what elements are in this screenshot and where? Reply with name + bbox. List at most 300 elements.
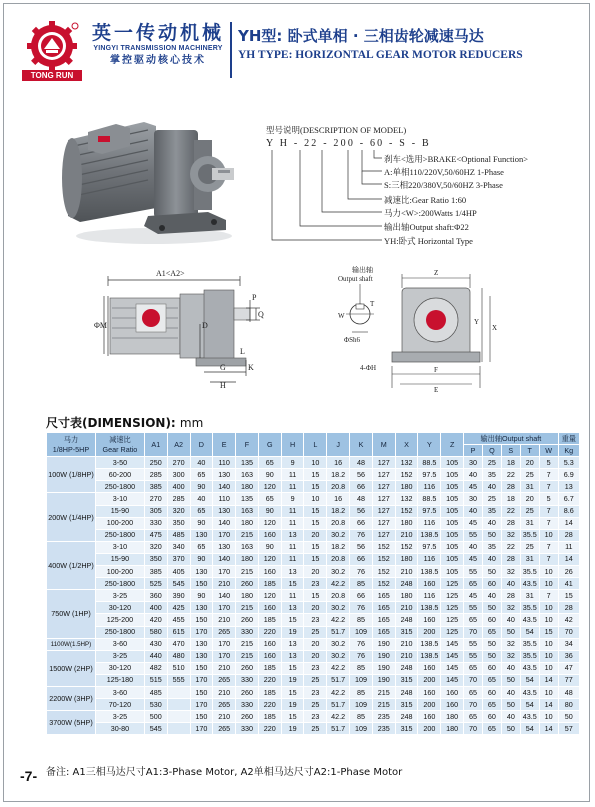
value-cell: 57 [558,723,579,735]
value-cell: 28 [501,517,520,529]
value-cell: 15 [281,686,304,698]
value-cell: 32 [501,566,520,578]
value-cell: 109 [350,723,373,735]
value-cell: 305 [144,505,167,517]
value-cell: 165 [372,614,395,626]
ratio-cell: 3-10 [95,493,144,505]
value-cell: 65 [190,505,213,517]
value-cell: 248 [395,614,418,626]
label-output-shaft-cn: 输出轴 [352,266,373,274]
value-cell: 13 [281,529,304,541]
value-cell: 130 [190,650,213,662]
value-cell: 50 [482,638,501,650]
table-row [47,662,580,674]
value-cell: 55 [464,650,483,662]
value-cell: 42.2 [327,578,350,590]
value-cell: 185 [258,711,281,723]
value-cell: 20.8 [327,553,350,565]
footnote: 备注: A1三相马达尺寸A1:3-Phase Motor, A2单相马达尺寸A2:1-Phase Motor [46,767,403,778]
ratio-cell: 3-25 [95,590,144,602]
page-header [8,18,588,86]
value-cell: 7 [539,541,558,553]
value-cell: 18.2 [327,541,350,553]
value-cell: 105 [441,505,464,517]
label-t: T [370,300,375,308]
label-z: Z [434,269,439,277]
value-cell: 210 [213,686,236,698]
value-cell: 160 [418,686,441,698]
value-cell: 34 [558,638,579,650]
value-cell: 180 [395,481,418,493]
value-cell: 7 [539,590,558,602]
value-cell: 36 [558,650,579,662]
value-cell: 28 [558,602,579,614]
ratio-cell: 3-50 [95,457,144,469]
legend-single-phase: A:单相110/220V,50/60HZ 1-Phase [384,167,504,177]
value-cell: 76 [350,638,373,650]
dimension-unit: mm [179,416,204,430]
value-cell: 76 [350,602,373,614]
value-cell: 285 [144,469,167,481]
ratio-cell: 125-180 [95,674,144,686]
value-cell: 160 [441,686,464,698]
value-cell: 150 [190,578,213,590]
value-cell: 65 [258,457,281,469]
value-cell: 19 [281,626,304,638]
value-cell: 70 [558,626,579,638]
value-cell: 160 [418,578,441,590]
value-cell: 42.2 [327,662,350,674]
value-cell: 48 [350,457,373,469]
value-cell: 30 [464,457,483,469]
ratio-cell: 3-60 [95,686,144,698]
value-cell: 10 [304,493,327,505]
value-cell: 185 [258,662,281,674]
ratio-cell: 100-200 [95,566,144,578]
header-s: S [501,445,520,457]
value-cell: 10 [539,566,558,578]
value-cell: 440 [144,650,167,662]
value-cell: 180 [395,590,418,602]
value-cell: 45 [464,590,483,602]
value-cell: 9 [281,493,304,505]
value-cell: 32 [501,529,520,541]
value-cell: 580 [144,626,167,638]
value-cell: 127 [372,505,395,517]
value-cell: 320 [144,541,167,553]
value-cell: 60 [482,578,501,590]
value-cell: 105 [441,566,464,578]
side-view-drawing [94,264,270,390]
value-cell: 180 [441,723,464,735]
value-cell: 30.2 [327,529,350,541]
value-cell: 480 [167,650,190,662]
header-t: T [520,445,539,457]
table-row [47,493,580,505]
value-cell: 54 [520,626,539,638]
value-cell: 65 [482,626,501,638]
value-cell: 105 [441,541,464,553]
value-cell: 90 [258,469,281,481]
value-cell: 54 [520,674,539,686]
value-cell: 315 [395,699,418,711]
value-cell: 180 [395,553,418,565]
value-cell: 200 [418,723,441,735]
value-cell: 70 [464,626,483,638]
value-cell: 20 [520,457,539,469]
power-cell: 400W (1/2HP) [47,541,96,589]
ratio-cell: 250-1800 [95,481,144,493]
value-cell: 145 [441,638,464,650]
label-g: G [220,363,226,372]
value-cell: 160 [258,638,281,650]
value-cell: 11 [281,481,304,493]
value-cell: 65 [190,541,213,553]
value-cell: 65 [190,469,213,481]
gear-motor-photo [58,112,236,250]
header-output-shaft: 输出轴Output shaft [464,433,559,445]
value-cell: 18.2 [327,469,350,481]
value-cell: 127 [372,469,395,481]
value-cell: 55 [464,638,483,650]
value-cell: 260 [236,711,259,723]
value-cell: 163 [236,505,259,517]
value-cell: 120 [258,553,281,565]
power-cell: 1100W(1.5HP) [47,638,96,650]
value-cell: 50 [501,699,520,711]
value-cell: 50 [482,650,501,662]
value-cell: 125 [441,578,464,590]
label-f: F [434,366,438,374]
header-y: Y [418,433,441,457]
value-cell [167,686,190,698]
label-a1-a2: A1<A2> [156,269,185,278]
value-cell: 97.5 [418,469,441,481]
table-row [47,481,580,493]
value-cell: 54 [520,699,539,711]
brand-block [88,22,228,68]
value-cell: 170 [190,674,213,686]
gear-logo-icon [22,20,82,72]
value-cell: 138.5 [418,638,441,650]
value-cell [167,711,190,723]
header-e: E [213,433,236,457]
value-cell: 180 [236,481,259,493]
value-cell: 55 [464,529,483,541]
value-cell: 170 [213,566,236,578]
header-p: P [464,445,483,457]
label-k: K [248,363,254,372]
value-cell: 11 [558,541,579,553]
value-cell: 28 [501,481,520,493]
dimension-title [46,414,203,431]
value-cell: 420 [144,614,167,626]
value-cell: 385 [144,481,167,493]
value-cell: 9 [281,457,304,469]
value-cell: 55 [464,566,483,578]
value-cell: 105 [441,457,464,469]
value-cell: 215 [236,650,259,662]
value-cell: 132 [395,457,418,469]
value-cell: 25 [520,541,539,553]
value-cell: 65 [464,686,483,698]
value-cell: 60 [482,711,501,723]
label-y: Y [474,318,480,326]
value-cell: 15 [281,662,304,674]
label-shaft-dia: ΦSh6 [344,336,361,344]
value-cell: 60 [482,614,501,626]
value-cell: 48 [350,493,373,505]
value-cell: 220 [258,626,281,638]
value-cell: 180 [236,590,259,602]
value-cell: 160 [258,529,281,541]
value-cell: 220 [258,723,281,735]
table-row [47,553,580,565]
table-row [47,566,580,578]
legend-gear-ratio: 减速比:Gear Ratio 1:60 [384,195,467,205]
value-cell: 76 [350,566,373,578]
label-p: P [252,293,257,302]
value-cell: 85 [350,711,373,723]
value-cell: 215 [236,638,259,650]
value-cell: 160 [418,662,441,674]
value-cell: 215 [236,529,259,541]
value-cell: 30.2 [327,566,350,578]
value-cell: 163 [236,541,259,553]
ratio-cell: 3-60 [95,638,144,650]
value-cell: 140 [213,590,236,602]
value-cell: 285 [167,493,190,505]
value-cell: 260 [236,662,259,674]
value-cell: 90 [258,505,281,517]
value-cell: 14 [558,553,579,565]
value-cell: 65 [258,493,281,505]
value-cell: 120 [258,517,281,529]
value-cell: 48 [558,686,579,698]
value-cell: 145 [441,650,464,662]
label-l-dim: L [240,347,245,356]
value-cell: 51.7 [327,626,350,638]
value-cell: 15 [281,711,304,723]
value-cell: 265 [213,699,236,711]
value-cell: 138.5 [418,602,441,614]
value-cell: 40 [482,481,501,493]
value-cell: 270 [144,493,167,505]
model-caption: 型号说明(DESCRIPTION OF MODEL) [266,125,407,135]
value-cell: 20 [304,566,327,578]
table-row [47,505,580,517]
value-cell: 35.5 [520,650,539,662]
value-cell: 260 [236,686,259,698]
value-cell: 25 [304,699,327,711]
value-cell: 35.5 [520,566,539,578]
value-cell: 35.5 [520,638,539,650]
table-row [47,541,580,553]
value-cell: 15 [304,553,327,565]
value-cell: 220 [258,699,281,711]
table-row [47,674,580,686]
value-cell: 25 [520,505,539,517]
value-cell: 150 [190,686,213,698]
value-cell: 210 [395,638,418,650]
value-cell: 138.5 [418,566,441,578]
value-cell: 85 [350,686,373,698]
value-cell: 116 [418,553,441,565]
value-cell: 14 [558,517,579,529]
value-cell: 42.2 [327,686,350,698]
value-cell: 30 [464,493,483,505]
value-cell: 500 [144,711,167,723]
value-cell: 13 [281,602,304,614]
dimension-title-text: 尺寸表(DIMENSION): [46,416,176,430]
header-power: 马力 1/8HP-5HP [47,433,96,457]
value-cell: 90 [190,553,213,565]
value-cell: 515 [144,674,167,686]
value-cell: 10 [539,711,558,723]
value-cell: 160 [258,602,281,614]
value-cell: 152 [372,578,395,590]
value-cell: 50 [482,602,501,614]
value-cell: 260 [236,614,259,626]
value-cell: 330 [236,626,259,638]
value-cell: 132 [395,493,418,505]
value-cell: 40 [190,493,213,505]
header-a2: A2 [167,433,190,457]
value-cell: 248 [395,662,418,674]
value-cell: 152 [372,553,395,565]
value-cell: 405 [167,566,190,578]
value-cell: 165 [372,602,395,614]
dimension-table [46,432,580,735]
value-cell: 110 [213,493,236,505]
value-cell: 20 [520,493,539,505]
value-cell: 70 [464,699,483,711]
brand-name-en: YINGYI TRANSMISSION MACHINERY [93,45,223,52]
ratio-cell: 15-90 [95,553,144,565]
table-row [47,686,580,698]
value-cell: 116 [418,481,441,493]
table-row [47,699,580,711]
value-cell: 170 [213,529,236,541]
value-cell: 152 [395,541,418,553]
value-cell: 51.7 [327,699,350,711]
value-cell: 45 [464,553,483,565]
value-cell: 43.5 [520,662,539,674]
value-cell: 170 [190,723,213,735]
brand-slogan: 掌控驱动核心技术 [110,55,206,66]
value-cell: 615 [167,626,190,638]
value-cell: 19 [281,699,304,711]
power-cell: 2200W (3HP) [47,686,96,710]
value-cell: 35.5 [520,602,539,614]
value-cell: 10 [539,686,558,698]
value-cell: 51.7 [327,674,350,686]
value-cell: 315 [395,626,418,638]
value-cell: 5 [539,493,558,505]
value-cell: 385 [144,566,167,578]
value-cell: 85 [350,662,373,674]
value-cell: 20.8 [327,481,350,493]
value-cell: 35 [482,505,501,517]
value-cell: 97.5 [418,505,441,517]
value-cell: 65 [464,711,483,723]
value-cell: 14 [539,699,558,711]
ratio-cell: 250-1800 [95,578,144,590]
value-cell: 330 [236,699,259,711]
value-cell: 97.5 [418,541,441,553]
value-cell: 32 [501,638,520,650]
value-cell: 170 [190,626,213,638]
value-cell: 31 [520,517,539,529]
table-row [47,723,580,735]
value-cell: 190 [372,662,395,674]
value-cell: 65 [464,614,483,626]
value-cell: 15 [304,505,327,517]
ratio-cell: 3-25 [95,650,144,662]
table-row [47,529,580,541]
value-cell: 370 [167,553,190,565]
value-cell: 20.8 [327,590,350,602]
page-title-cn: YH型: 卧式单相 · 三相齿轮减速马达 [238,27,484,45]
header-f: F [236,433,259,457]
header-ratio: 减速比 Gear Ratio [95,433,144,457]
value-cell: 56 [350,541,373,553]
header-l: L [304,433,327,457]
header-weight: 重量 [558,433,579,445]
value-cell: 76 [350,529,373,541]
value-cell: 200 [418,626,441,638]
ratio-cell: 30-120 [95,662,144,674]
power-cell: 1500W (2HP) [47,650,96,686]
value-cell: 88.5 [418,493,441,505]
ratio-cell: 250-1800 [95,626,144,638]
table-row [47,590,580,602]
value-cell: 210 [213,614,236,626]
value-cell: 140 [213,517,236,529]
value-cell: 40 [501,711,520,723]
header-q: Q [482,445,501,457]
value-cell: 11 [281,590,304,602]
value-cell: 8.6 [558,505,579,517]
value-cell: 20 [304,638,327,650]
header-z: Z [441,433,464,457]
value-cell: 482 [144,662,167,674]
value-cell: 11 [281,517,304,529]
value-cell: 65 [464,578,483,590]
value-cell: 315 [395,674,418,686]
value-cell: 190 [372,638,395,650]
value-cell: 105 [441,469,464,481]
value-cell: 40 [482,553,501,565]
header-divider [230,22,232,78]
value-cell: 135 [236,493,259,505]
value-cell: 50 [482,529,501,541]
value-cell: 54 [520,723,539,735]
ratio-cell: 15-90 [95,505,144,517]
value-cell: 45 [464,517,483,529]
header-x: X [395,433,418,457]
value-cell: 125 [441,614,464,626]
value-cell: 14 [539,674,558,686]
value-cell: 127 [372,529,395,541]
label-w: W [338,312,345,320]
value-cell: 180 [236,517,259,529]
value-cell: 215 [236,566,259,578]
value-cell: 265 [213,626,236,638]
value-cell: 165 [372,590,395,602]
label-x: X [492,324,498,332]
value-cell: 18 [501,493,520,505]
